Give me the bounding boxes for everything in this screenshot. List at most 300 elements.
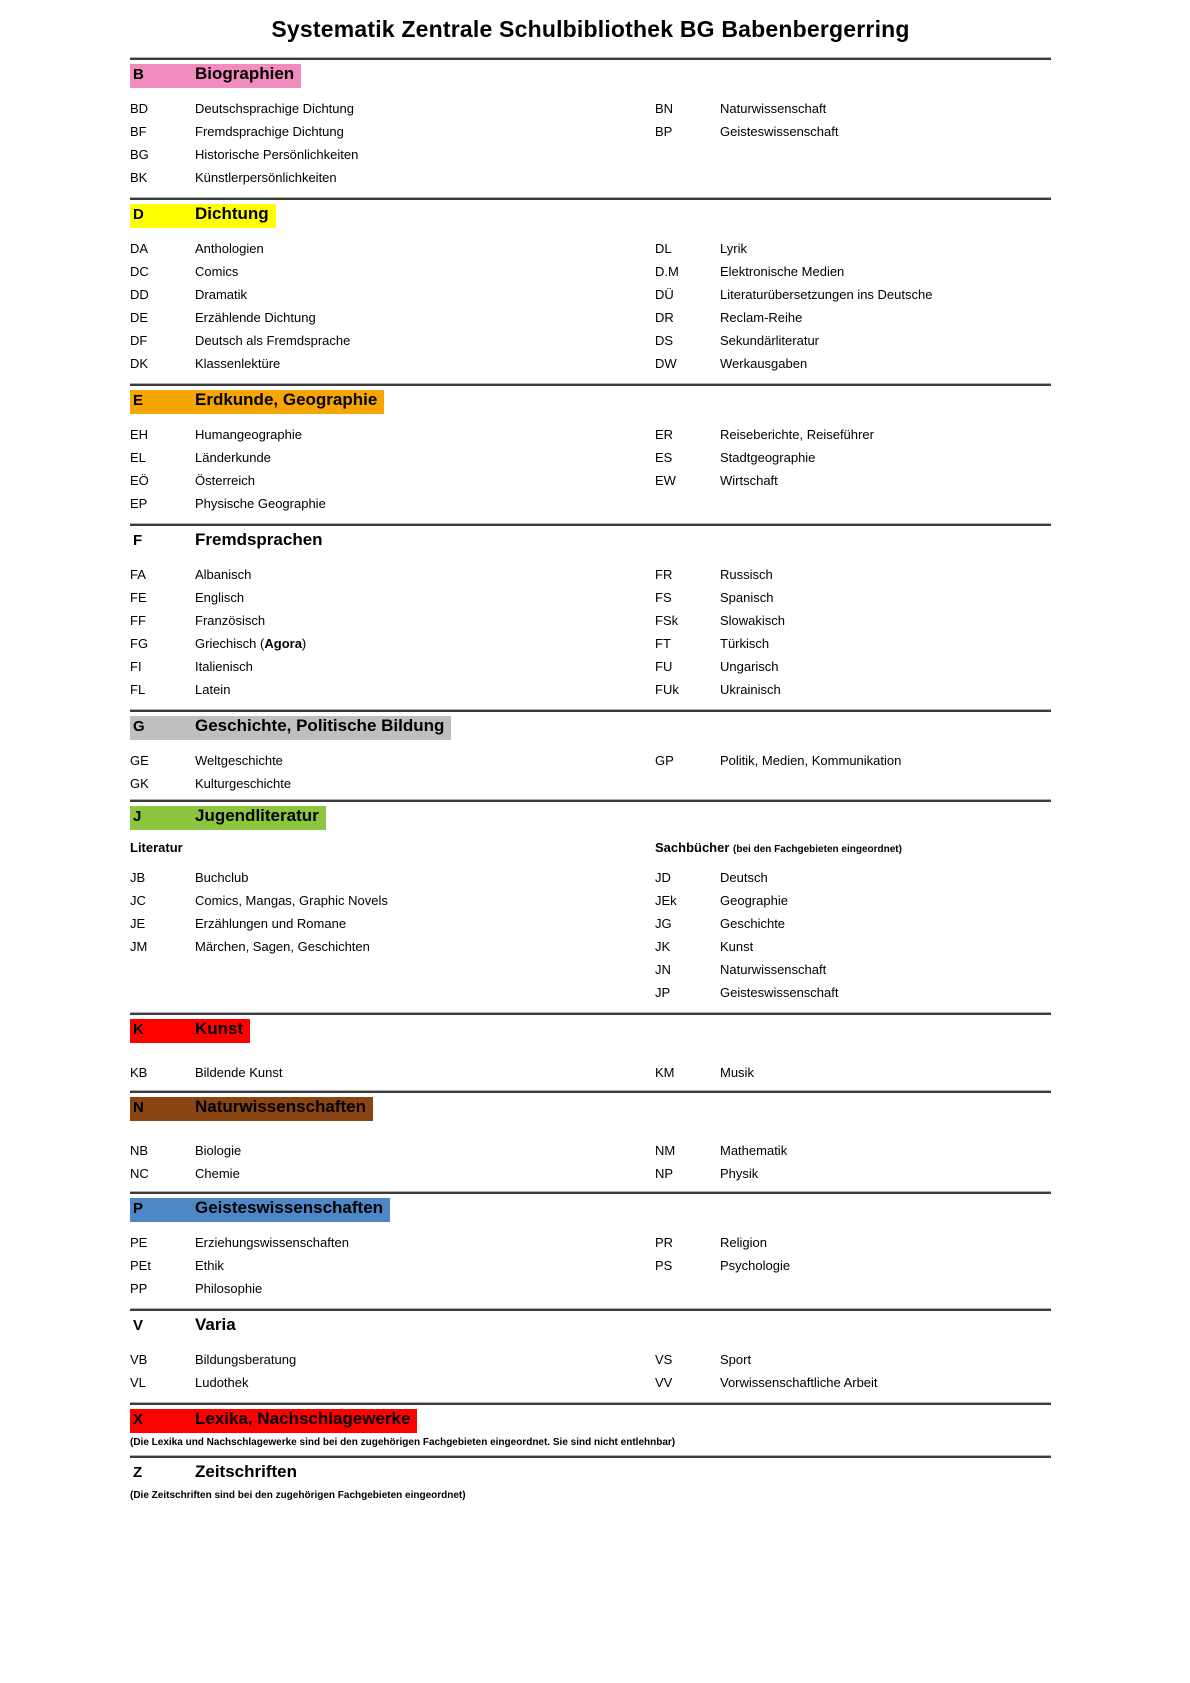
section-heading: Naturwissenschaften	[195, 1097, 366, 1116]
item-code: PP	[130, 1281, 148, 1296]
list-item	[655, 329, 1051, 352]
separator-line	[130, 57, 1051, 60]
item-label: Stadtgeographie	[720, 450, 816, 465]
item-code: JG	[655, 916, 672, 931]
list-item	[655, 1162, 1051, 1185]
list-item	[130, 1061, 655, 1084]
item-code: EÖ	[130, 473, 149, 488]
item-code: NB	[130, 1143, 149, 1158]
subheading-label: Literatur	[130, 840, 183, 855]
item-code: FG	[130, 636, 149, 651]
section-heading: Lexika, Nachschlagewerke	[195, 1409, 411, 1428]
document-page	[130, 14, 1051, 1502]
heading-highlight	[130, 806, 326, 830]
item-label: Französisch	[195, 613, 266, 628]
item-code: NP	[655, 1166, 674, 1181]
item-label-suffix: )	[301, 636, 307, 651]
section-heading: Fremdsprachen	[195, 530, 323, 549]
list-item	[130, 678, 655, 701]
heading-highlight	[130, 204, 276, 228]
item-label: Russisch	[720, 567, 773, 582]
list-item	[130, 120, 655, 143]
heading-highlight	[130, 530, 330, 554]
section-letter: G	[133, 718, 145, 735]
list-item	[130, 1277, 655, 1300]
section-columns	[130, 237, 1051, 375]
section-heading: Varia	[195, 1315, 236, 1334]
section-heading-row	[130, 530, 1051, 554]
column-left	[130, 97, 655, 189]
section-heading-row	[130, 64, 1051, 88]
item-label: Humangeographie	[195, 427, 302, 442]
list-item	[655, 749, 1051, 772]
heading-highlight	[130, 1198, 390, 1222]
item-label: Deutsch als Fremdsprache	[195, 333, 351, 348]
heading-highlight	[130, 716, 451, 740]
list-item	[130, 423, 655, 446]
list-item	[130, 1139, 655, 1162]
section-letter: E	[133, 392, 144, 409]
item-label: Comics, Mangas, Graphic Novels	[195, 893, 388, 908]
item-label: Englisch	[195, 590, 245, 605]
item-code: DW	[655, 356, 677, 371]
list-item	[655, 1254, 1051, 1277]
item-code: FI	[130, 659, 142, 674]
list-item	[130, 97, 655, 120]
item-label: Naturwissenschaft	[720, 962, 827, 977]
item-code: VL	[130, 1375, 146, 1390]
list-item	[130, 1371, 655, 1394]
item-code: FSk	[655, 613, 679, 628]
list-item	[655, 446, 1051, 469]
list-item	[130, 283, 655, 306]
page-title: Systematik Zentrale Schulbibliothek BG Babenbergerring	[271, 16, 910, 42]
item-code: BF	[130, 124, 147, 139]
list-item	[655, 1139, 1051, 1162]
item-code: FA	[130, 567, 146, 582]
section-note: (Die Lexika und Nachschlagewerke sind bei den zugehörigen Fachgebieten eingeordnet. Sie sind nicht entlehnbar)	[130, 1437, 676, 1448]
item-label: Psychologie	[720, 1258, 791, 1273]
list-item	[130, 889, 655, 912]
list-item	[655, 260, 1051, 283]
item-code: JEk	[655, 893, 677, 908]
column-left	[130, 563, 655, 701]
section-columns	[130, 1139, 1051, 1185]
list-item	[130, 143, 655, 166]
heading-highlight	[130, 1409, 417, 1433]
list-item	[655, 352, 1051, 375]
item-label: Erzählende Dichtung	[195, 310, 316, 325]
heading-highlight	[130, 1019, 250, 1043]
list-item	[655, 1348, 1051, 1371]
section-columns	[130, 749, 1051, 795]
item-code: FE	[130, 590, 147, 605]
item-code: FT	[655, 636, 671, 651]
item-code: DK	[130, 356, 149, 371]
section-p	[130, 1191, 1051, 1308]
subheading-note: (bei den Fachgebieten eingeordnet)	[733, 844, 902, 855]
list-item	[130, 1231, 655, 1254]
item-code: D.M	[655, 264, 679, 279]
item-code: FL	[130, 682, 146, 697]
list-item	[130, 469, 655, 492]
item-label: Elektronische Medien	[720, 264, 845, 279]
item-code: DS	[655, 333, 674, 348]
column-right	[655, 563, 1051, 701]
item-label: Physik	[720, 1166, 759, 1181]
list-item	[655, 283, 1051, 306]
list-item	[655, 609, 1051, 632]
section-b	[130, 57, 1051, 197]
list-item	[655, 586, 1051, 609]
item-label: Ukrainisch	[720, 682, 781, 697]
section-heading-row	[130, 1019, 1051, 1043]
section-columns	[130, 1231, 1051, 1300]
item-label: Latein	[195, 682, 231, 697]
section-heading: Zeitschriften	[195, 1462, 298, 1481]
item-code: GE	[130, 753, 149, 768]
item-label: Naturwissenschaft	[720, 101, 827, 116]
item-code: EH	[130, 427, 149, 442]
item-code: ER	[655, 427, 674, 442]
separator-line	[130, 709, 1051, 712]
column-left	[130, 866, 655, 1004]
list-item	[130, 655, 655, 678]
item-label: Österreich	[195, 473, 255, 488]
list-item	[655, 120, 1051, 143]
list-item	[655, 563, 1051, 586]
separator-line	[130, 197, 1051, 200]
column-left	[130, 749, 655, 795]
column-subheading-right	[655, 838, 1051, 860]
list-item	[655, 889, 1051, 912]
column-subheading-left	[130, 838, 655, 860]
item-code: EL	[130, 450, 146, 465]
column-left	[130, 1231, 655, 1300]
list-item	[655, 655, 1051, 678]
item-code: DF	[130, 333, 148, 348]
list-item	[655, 1371, 1051, 1394]
item-label: Erziehungswissenschaften	[195, 1235, 349, 1250]
section-letter: X	[133, 1411, 144, 1428]
section-z	[130, 1455, 1051, 1502]
list-item	[130, 352, 655, 375]
list-item	[130, 866, 655, 889]
item-label: Reclam-Reihe	[720, 310, 803, 325]
heading-highlight	[130, 1097, 373, 1121]
list-item	[655, 306, 1051, 329]
item-code: PS	[655, 1258, 673, 1273]
item-label: Mathematik	[720, 1143, 788, 1158]
column-right	[655, 423, 1051, 515]
heading-highlight	[130, 64, 301, 88]
item-label: Comics	[195, 264, 239, 279]
item-label: Philosophie	[195, 1281, 263, 1296]
separator-line	[130, 523, 1051, 526]
list-item	[655, 97, 1051, 120]
item-label: Geisteswissenschaft	[720, 985, 839, 1000]
section-n	[130, 1090, 1051, 1191]
item-label: Physische Geographie	[195, 496, 326, 511]
item-code: BK	[130, 170, 148, 185]
list-item	[130, 166, 655, 189]
list-item	[655, 981, 1051, 1004]
separator-line	[130, 1402, 1051, 1405]
item-label	[195, 632, 306, 655]
list-item	[655, 866, 1051, 889]
list-item	[130, 935, 655, 958]
item-label: Biologie	[195, 1143, 242, 1158]
list-item	[655, 1061, 1051, 1084]
column-right	[655, 1061, 1051, 1084]
section-heading: Dichtung	[195, 204, 269, 223]
item-label: Ethik	[195, 1258, 224, 1273]
item-code: JC	[130, 893, 146, 908]
list-item	[655, 423, 1051, 446]
section-heading-row	[130, 806, 1051, 830]
section-heading: Biographien	[195, 64, 295, 83]
section-letter: N	[133, 1099, 144, 1116]
item-code: KB	[130, 1065, 148, 1080]
list-item	[130, 1162, 655, 1185]
item-code: JE	[130, 916, 146, 931]
item-code: EP	[130, 496, 148, 511]
separator-line	[130, 383, 1051, 386]
section-j	[130, 799, 1051, 1012]
item-code: BN	[655, 101, 674, 116]
column-left	[130, 423, 655, 515]
section-x	[130, 1402, 1051, 1455]
item-label: Geschichte	[720, 916, 786, 931]
item-code: JM	[130, 939, 148, 954]
list-item	[130, 1254, 655, 1277]
item-code: FR	[655, 567, 673, 582]
item-label: Buchclub	[195, 870, 249, 885]
item-label: Kunst	[720, 939, 754, 954]
item-code: JN	[655, 962, 671, 977]
section-heading: Kunst	[195, 1019, 244, 1038]
item-code: PE	[130, 1235, 148, 1250]
column-right	[655, 1139, 1051, 1185]
section-letter: K	[133, 1021, 144, 1038]
item-label: Weltgeschichte	[195, 753, 283, 768]
item-code: DC	[130, 264, 149, 279]
item-code: VV	[655, 1375, 673, 1390]
section-letter: V	[133, 1317, 144, 1334]
section-columns	[130, 1061, 1051, 1084]
item-label: Chemie	[195, 1166, 240, 1181]
item-code: JK	[655, 939, 671, 954]
heading-highlight	[130, 390, 384, 414]
list-item	[130, 609, 655, 632]
item-label: Kulturgeschichte	[195, 776, 292, 791]
item-code: FS	[655, 590, 672, 605]
item-label: Deutschsprachige Dichtung	[195, 101, 354, 116]
item-label: Erzählungen und Romane	[195, 916, 347, 931]
heading-highlight	[130, 1462, 304, 1486]
item-code: DD	[130, 287, 149, 302]
separator-line	[130, 1455, 1051, 1458]
item-code: DÜ	[655, 287, 674, 302]
list-item	[655, 237, 1051, 260]
item-label: Musik	[720, 1065, 754, 1080]
item-code: KM	[655, 1065, 675, 1080]
item-code: GK	[130, 776, 149, 791]
item-code: NC	[130, 1166, 149, 1181]
item-label: Klassenlektüre	[195, 356, 281, 371]
section-heading-row	[130, 1315, 1051, 1339]
section-heading-row	[130, 390, 1051, 414]
column-left	[130, 1348, 655, 1394]
item-code: FU	[655, 659, 673, 674]
list-item	[130, 492, 655, 515]
section-columns	[130, 563, 1051, 701]
item-label: Deutsch	[720, 870, 768, 885]
column-right	[655, 866, 1051, 1004]
item-label: Türkisch	[720, 636, 770, 651]
section-letter: Z	[133, 1464, 143, 1481]
item-label: Geisteswissenschaft	[720, 124, 839, 139]
item-code: BG	[130, 147, 149, 162]
item-label: Vorwissenschaftliche Arbeit	[720, 1375, 878, 1390]
list-item	[130, 586, 655, 609]
list-item	[130, 306, 655, 329]
section-heading-row	[130, 716, 1051, 740]
item-label: Spanisch	[720, 590, 774, 605]
item-label: Wirtschaft	[720, 473, 778, 488]
sections	[130, 57, 1051, 1502]
section-heading: Erdkunde, Geographie	[195, 390, 378, 409]
item-code: NM	[655, 1143, 676, 1158]
item-label: Fremdsprachige Dichtung	[195, 124, 344, 139]
separator-line	[130, 799, 1051, 802]
list-item	[130, 632, 655, 655]
column-left	[130, 1139, 655, 1185]
section-heading-row	[130, 1462, 1051, 1486]
separator-line	[130, 1191, 1051, 1194]
list-item	[130, 237, 655, 260]
section-heading-row	[130, 1097, 1051, 1121]
item-label: Dramatik	[195, 287, 248, 302]
section-d	[130, 197, 1051, 383]
item-code: FF	[130, 613, 146, 628]
column-left	[130, 237, 655, 375]
section-columns	[130, 423, 1051, 515]
list-item	[130, 912, 655, 935]
item-code: PEt	[130, 1258, 151, 1273]
item-label: Historische Persönlichkeiten	[195, 147, 359, 162]
section-letter: D	[133, 206, 144, 223]
section-columns	[130, 97, 1051, 189]
item-label-bold: Agora	[264, 636, 302, 651]
column-subheadings	[130, 838, 1051, 860]
list-item	[130, 260, 655, 283]
section-heading-row	[130, 1198, 1051, 1222]
list-item	[655, 1231, 1051, 1254]
item-code: DR	[655, 310, 674, 325]
item-label-prefix: Griechisch (	[195, 636, 265, 651]
list-item	[655, 912, 1051, 935]
section-heading: Geisteswissenschaften	[195, 1198, 384, 1217]
item-label: Politik, Medien, Kommunikation	[720, 753, 902, 768]
list-item	[130, 1348, 655, 1371]
item-label: Sport	[720, 1352, 752, 1367]
item-code: ES	[655, 450, 673, 465]
item-label: Reiseberichte, Reiseführer	[720, 427, 874, 442]
item-label: Ludothek	[195, 1375, 249, 1390]
separator-line	[130, 1308, 1051, 1311]
item-label: Bildende Kunst	[195, 1065, 283, 1080]
item-label: Literaturübersetzungen ins Deutsche	[720, 287, 933, 302]
heading-highlight	[130, 1315, 243, 1339]
item-label: Bildungsberatung	[195, 1352, 297, 1367]
item-code: DE	[130, 310, 149, 325]
section-g	[130, 709, 1051, 799]
subheading-label: Sachbücher	[655, 840, 730, 855]
section-letter: B	[133, 66, 144, 83]
item-code: DA	[130, 241, 149, 256]
section-columns	[130, 1348, 1051, 1394]
item-label: Albanisch	[195, 567, 252, 582]
list-item	[130, 749, 655, 772]
item-label: Geographie	[720, 893, 788, 908]
section-heading: Jugendliteratur	[195, 806, 319, 825]
item-label: Lyrik	[720, 241, 747, 256]
column-right	[655, 749, 1051, 795]
item-code: PR	[655, 1235, 674, 1250]
column-right	[655, 1348, 1051, 1394]
list-item	[130, 772, 655, 795]
list-item	[655, 469, 1051, 492]
list-item	[130, 563, 655, 586]
item-label: Religion	[720, 1235, 767, 1250]
section-heading-row	[130, 1409, 1051, 1433]
list-item	[655, 958, 1051, 981]
item-label: Künstlerpersönlichkeiten	[195, 170, 337, 185]
item-label: Märchen, Sagen, Geschichten	[195, 939, 370, 954]
item-code: DL	[655, 241, 672, 256]
item-code: FUk	[655, 682, 679, 697]
item-code: VS	[655, 1352, 673, 1367]
section-k	[130, 1012, 1051, 1090]
section-note: (Die Zeitschriften sind bei den zugehörigen Fachgebieten eingeordnet)	[130, 1490, 466, 1501]
section-letter: J	[133, 808, 142, 825]
item-code: JD	[655, 870, 671, 885]
item-code: GP	[655, 753, 674, 768]
list-item	[655, 632, 1051, 655]
item-code: EW	[655, 473, 676, 488]
section-f	[130, 523, 1051, 709]
column-right	[655, 97, 1051, 189]
item-label: Italienisch	[195, 659, 253, 674]
list-item	[655, 678, 1051, 701]
item-label: Länderkunde	[195, 450, 271, 465]
item-label: Anthologien	[195, 241, 264, 256]
section-letter: P	[133, 1200, 144, 1217]
list-item	[130, 446, 655, 469]
section-columns	[130, 866, 1051, 1004]
item-label: Ungarisch	[720, 659, 779, 674]
column-right	[655, 237, 1051, 375]
item-code: BP	[655, 124, 673, 139]
item-label: Sekundärliteratur	[720, 333, 819, 348]
item-label: Werkausgaben	[720, 356, 808, 371]
list-item	[130, 329, 655, 352]
list-item	[655, 935, 1051, 958]
section-heading: Geschichte, Politische Bildung	[195, 716, 445, 735]
section-heading-row	[130, 204, 1051, 228]
separator-line	[130, 1012, 1051, 1015]
